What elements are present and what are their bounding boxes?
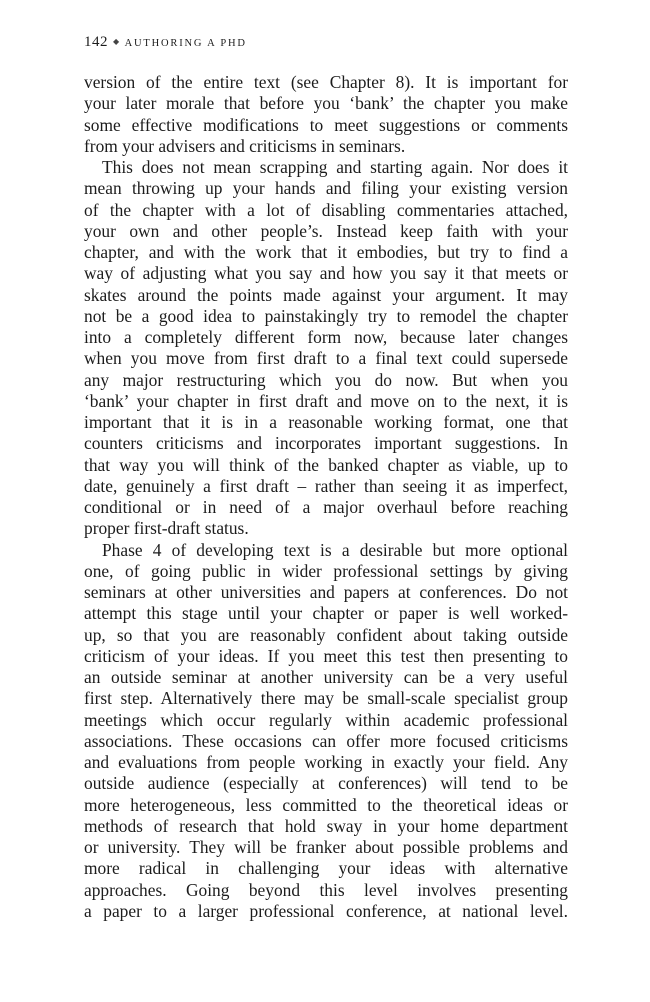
text-line: and evaluations from people working in exactly your field. Any	[84, 752, 568, 772]
text-line: your own and other people’s. Instead keep faith with your	[84, 220, 568, 241]
body-text	[84, 72, 568, 922]
text-line: mean throwing up your hands and filing your existing version	[84, 178, 568, 199]
text-line: a paper to a larger professional conference, at national level.	[84, 900, 568, 921]
text-line: that way you will think of the banked chapter as viable, up to	[84, 454, 568, 475]
text-line: meetings which occur regularly within academic professional	[84, 709, 568, 730]
running-head-title: AUTHORING A PHD	[124, 38, 247, 49]
text-line: ‘bank’ your chapter in first draft and move on to the next, it is	[84, 390, 568, 411]
text-line: important that it is in a reasonable working format, one that	[84, 412, 568, 432]
text-line: some effective modifications to meet suggestions or comments	[84, 114, 568, 135]
text-line: into a completely different form now, because later changes	[84, 327, 568, 347]
running-head	[84, 34, 247, 51]
text-line: date, genuinely a first draft – rather than seeing it as imperfect,	[84, 475, 568, 496]
diamond-separator-icon: ◆	[113, 37, 120, 46]
text-line: first step. Alternatively there may be small-scale specialist group	[84, 688, 568, 709]
text-line: conditional or in need of a major overhaul before reaching	[84, 497, 568, 517]
text-line: approaches. Going beyond this level involves presenting	[84, 879, 568, 900]
text-line: criticism of your ideas. If you meet this test then presenting to	[84, 645, 568, 666]
text-line: one, of going public in wider professional settings by giving	[84, 560, 568, 581]
text-line: attempt this stage until your chapter or paper is well worked-	[84, 603, 568, 624]
text-line: more heterogeneous, less committed to the theoretical ideas or	[84, 794, 568, 815]
text-line: counters criticisms and incorporates important suggestions. In	[84, 433, 568, 454]
text-line: seminars at other universities and papers at conferences. Do not	[84, 582, 568, 602]
text-line: more radical in challenging your ideas with alternative	[84, 858, 568, 879]
text-line: your later morale that before you ‘bank’ the chapter you make	[84, 93, 568, 114]
text-line: up, so that you are reasonably confident about taking outside	[84, 624, 568, 645]
text-line: This does not mean scrapping and starting again. Nor does it	[102, 157, 568, 177]
text-line: proper first-draft status.	[84, 518, 249, 539]
text-line: any major restructuring which you do now. But when you	[84, 369, 568, 390]
page-number: 142	[84, 34, 108, 50]
text-line: not be a good idea to painstakingly try to remodel the chapter	[84, 305, 568, 326]
text-line: associations. These occasions can offer more focused criticisms	[84, 730, 568, 751]
text-line: Phase 4 of developing text is a desirable but more optional	[102, 539, 568, 560]
text-line: version of the entire text (see Chapter 8). It is important for	[84, 72, 568, 92]
text-line: chapter, and with the work that it embodies, but try to find a	[84, 242, 568, 262]
text-line: skates around the points made against your argument. It may	[84, 284, 568, 305]
text-line: an outside seminar at another university can be a very useful	[84, 667, 568, 687]
text-line: way of adjusting what you say and how you say it that meets or	[84, 263, 568, 284]
text-line: when you move from first draft to a final text could supersede	[84, 348, 568, 369]
text-line: or university. They will be franker about possible problems and	[84, 837, 568, 857]
text-line: of the chapter with a lot of disabling commentaries attached,	[84, 199, 568, 220]
text-line: outside audience (especially at conferences) will tend to be	[84, 773, 568, 794]
text-line: methods of research that hold sway in your home department	[84, 815, 568, 836]
text-line: from your advisers and criticisms in seminars.	[84, 135, 406, 156]
